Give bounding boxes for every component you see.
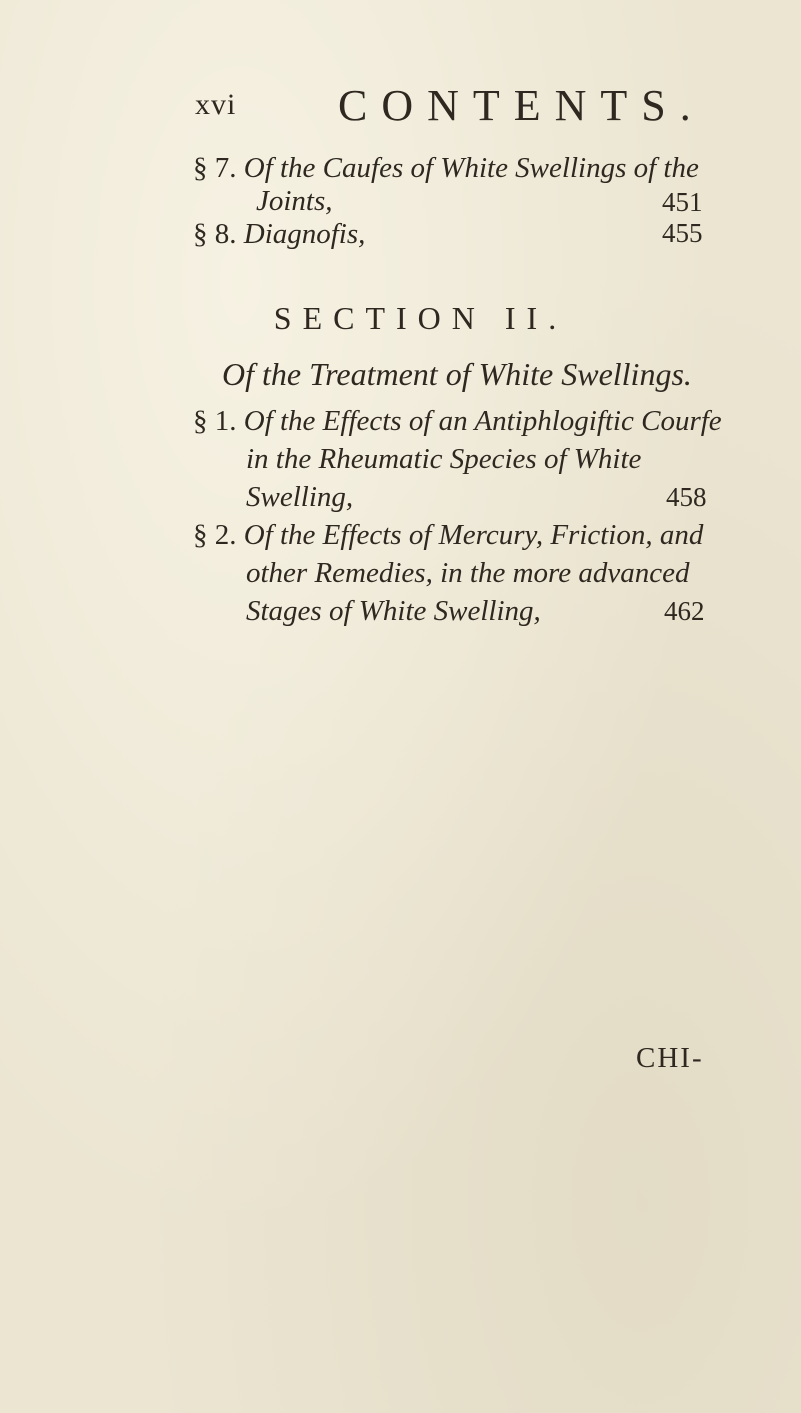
page-reference: 458 bbox=[666, 482, 707, 512]
section-number: § 1. bbox=[193, 405, 237, 437]
entry-title-line: Stages of White Swelling, bbox=[246, 595, 541, 627]
catchword: CHI- bbox=[636, 1042, 704, 1074]
section-subtitle: Of the Treatment of White Swellings. bbox=[222, 356, 692, 392]
page-header bbox=[0, 80, 801, 130]
entry-title-line: Of the Caufes of White Swellings of the bbox=[243, 152, 699, 184]
running-title: CONTENTS. bbox=[338, 81, 705, 130]
toc-entry-1-continuation bbox=[246, 479, 353, 515]
entry-title-line: in the Rheumatic Species of White bbox=[246, 443, 642, 475]
toc-entry-2-continuation bbox=[246, 593, 541, 629]
toc-entry-7 bbox=[193, 150, 699, 186]
section-number: § 8. bbox=[193, 218, 237, 250]
toc-entry-2 bbox=[193, 517, 703, 553]
entry-title-line: Swelling, bbox=[246, 481, 354, 513]
toc-entry-2-continuation bbox=[246, 555, 689, 591]
toc-entry-7-continuation bbox=[256, 183, 333, 219]
entry-title-line: Of the Effects of Mercury, Friction, and bbox=[243, 519, 704, 551]
folio-number: xvi bbox=[195, 88, 237, 121]
toc-entry-1 bbox=[193, 403, 722, 439]
entry-title-line: other Remedies, in the more advanced bbox=[246, 557, 690, 589]
section-heading: SECTION II. bbox=[273, 300, 568, 336]
section-number: § 7. bbox=[193, 152, 237, 184]
page-reference: 455 bbox=[662, 218, 703, 248]
toc-entry-1-continuation bbox=[246, 441, 641, 477]
entry-title-line: Diagnofis, bbox=[243, 218, 366, 250]
toc-entry-8 bbox=[193, 216, 365, 252]
page-reference: 462 bbox=[664, 596, 705, 626]
entry-title-line: Joints, bbox=[256, 185, 333, 217]
entry-title-line: Of the Effects of an Antiphlogiftic Courfe bbox=[243, 405, 722, 437]
page-reference: 451 bbox=[662, 187, 703, 217]
section-number: § 2. bbox=[193, 519, 237, 551]
